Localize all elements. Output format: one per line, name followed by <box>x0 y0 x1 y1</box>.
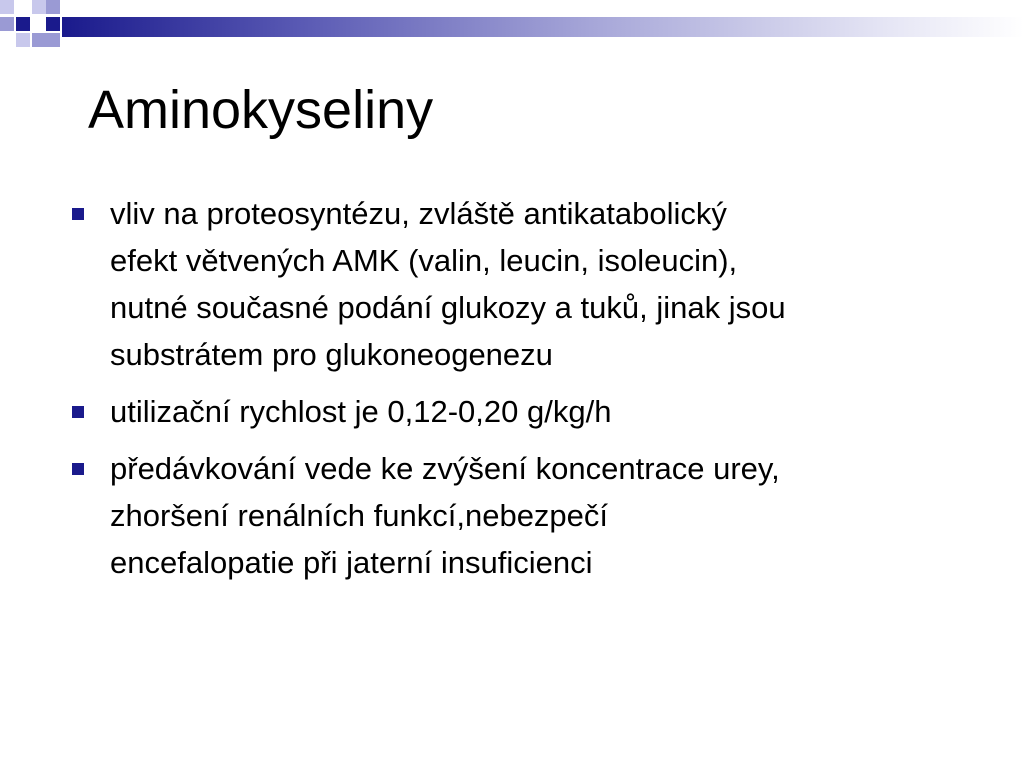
bullet-item <box>72 445 992 586</box>
bullet-line: efekt větvených AMK (valin, leucin, isoleucin), <box>110 243 738 278</box>
bullet-line: encefalopatie při jaterní insuficienci <box>110 545 593 580</box>
decor-square <box>16 33 30 47</box>
decor-square <box>46 33 60 47</box>
slide-title: Aminokyseliny <box>88 80 434 140</box>
square-bullet-icon <box>72 406 84 418</box>
bullet-line: předávkování vede ke zvýšení koncentrace urey, <box>110 451 780 486</box>
bullet-line: zhoršení renálních funkcí,nebezpečí <box>110 498 609 533</box>
bullet-line: nutné současné podání glukozy a tuků, jinak jsou <box>110 290 786 325</box>
bullet-list <box>72 190 992 596</box>
header-gradient-bar <box>62 17 1024 37</box>
decor-square <box>32 0 46 14</box>
decor-square <box>16 17 30 31</box>
bullet-line: substrátem pro glukoneogenezu <box>110 337 553 372</box>
decor-square <box>0 17 14 31</box>
bullet-item <box>72 388 992 435</box>
decor-square <box>46 0 60 14</box>
decor-square <box>32 33 46 47</box>
bullet-line: utilizační rychlost je 0,12-0,20 g/kg/h <box>110 394 612 429</box>
bullet-line: vliv na proteosyntézu, zvláště antikatabolický <box>110 196 727 231</box>
bullet-item <box>72 190 992 378</box>
decor-square <box>0 0 14 14</box>
square-bullet-icon <box>72 463 84 475</box>
decor-square <box>46 17 60 31</box>
square-bullet-icon <box>72 208 84 220</box>
